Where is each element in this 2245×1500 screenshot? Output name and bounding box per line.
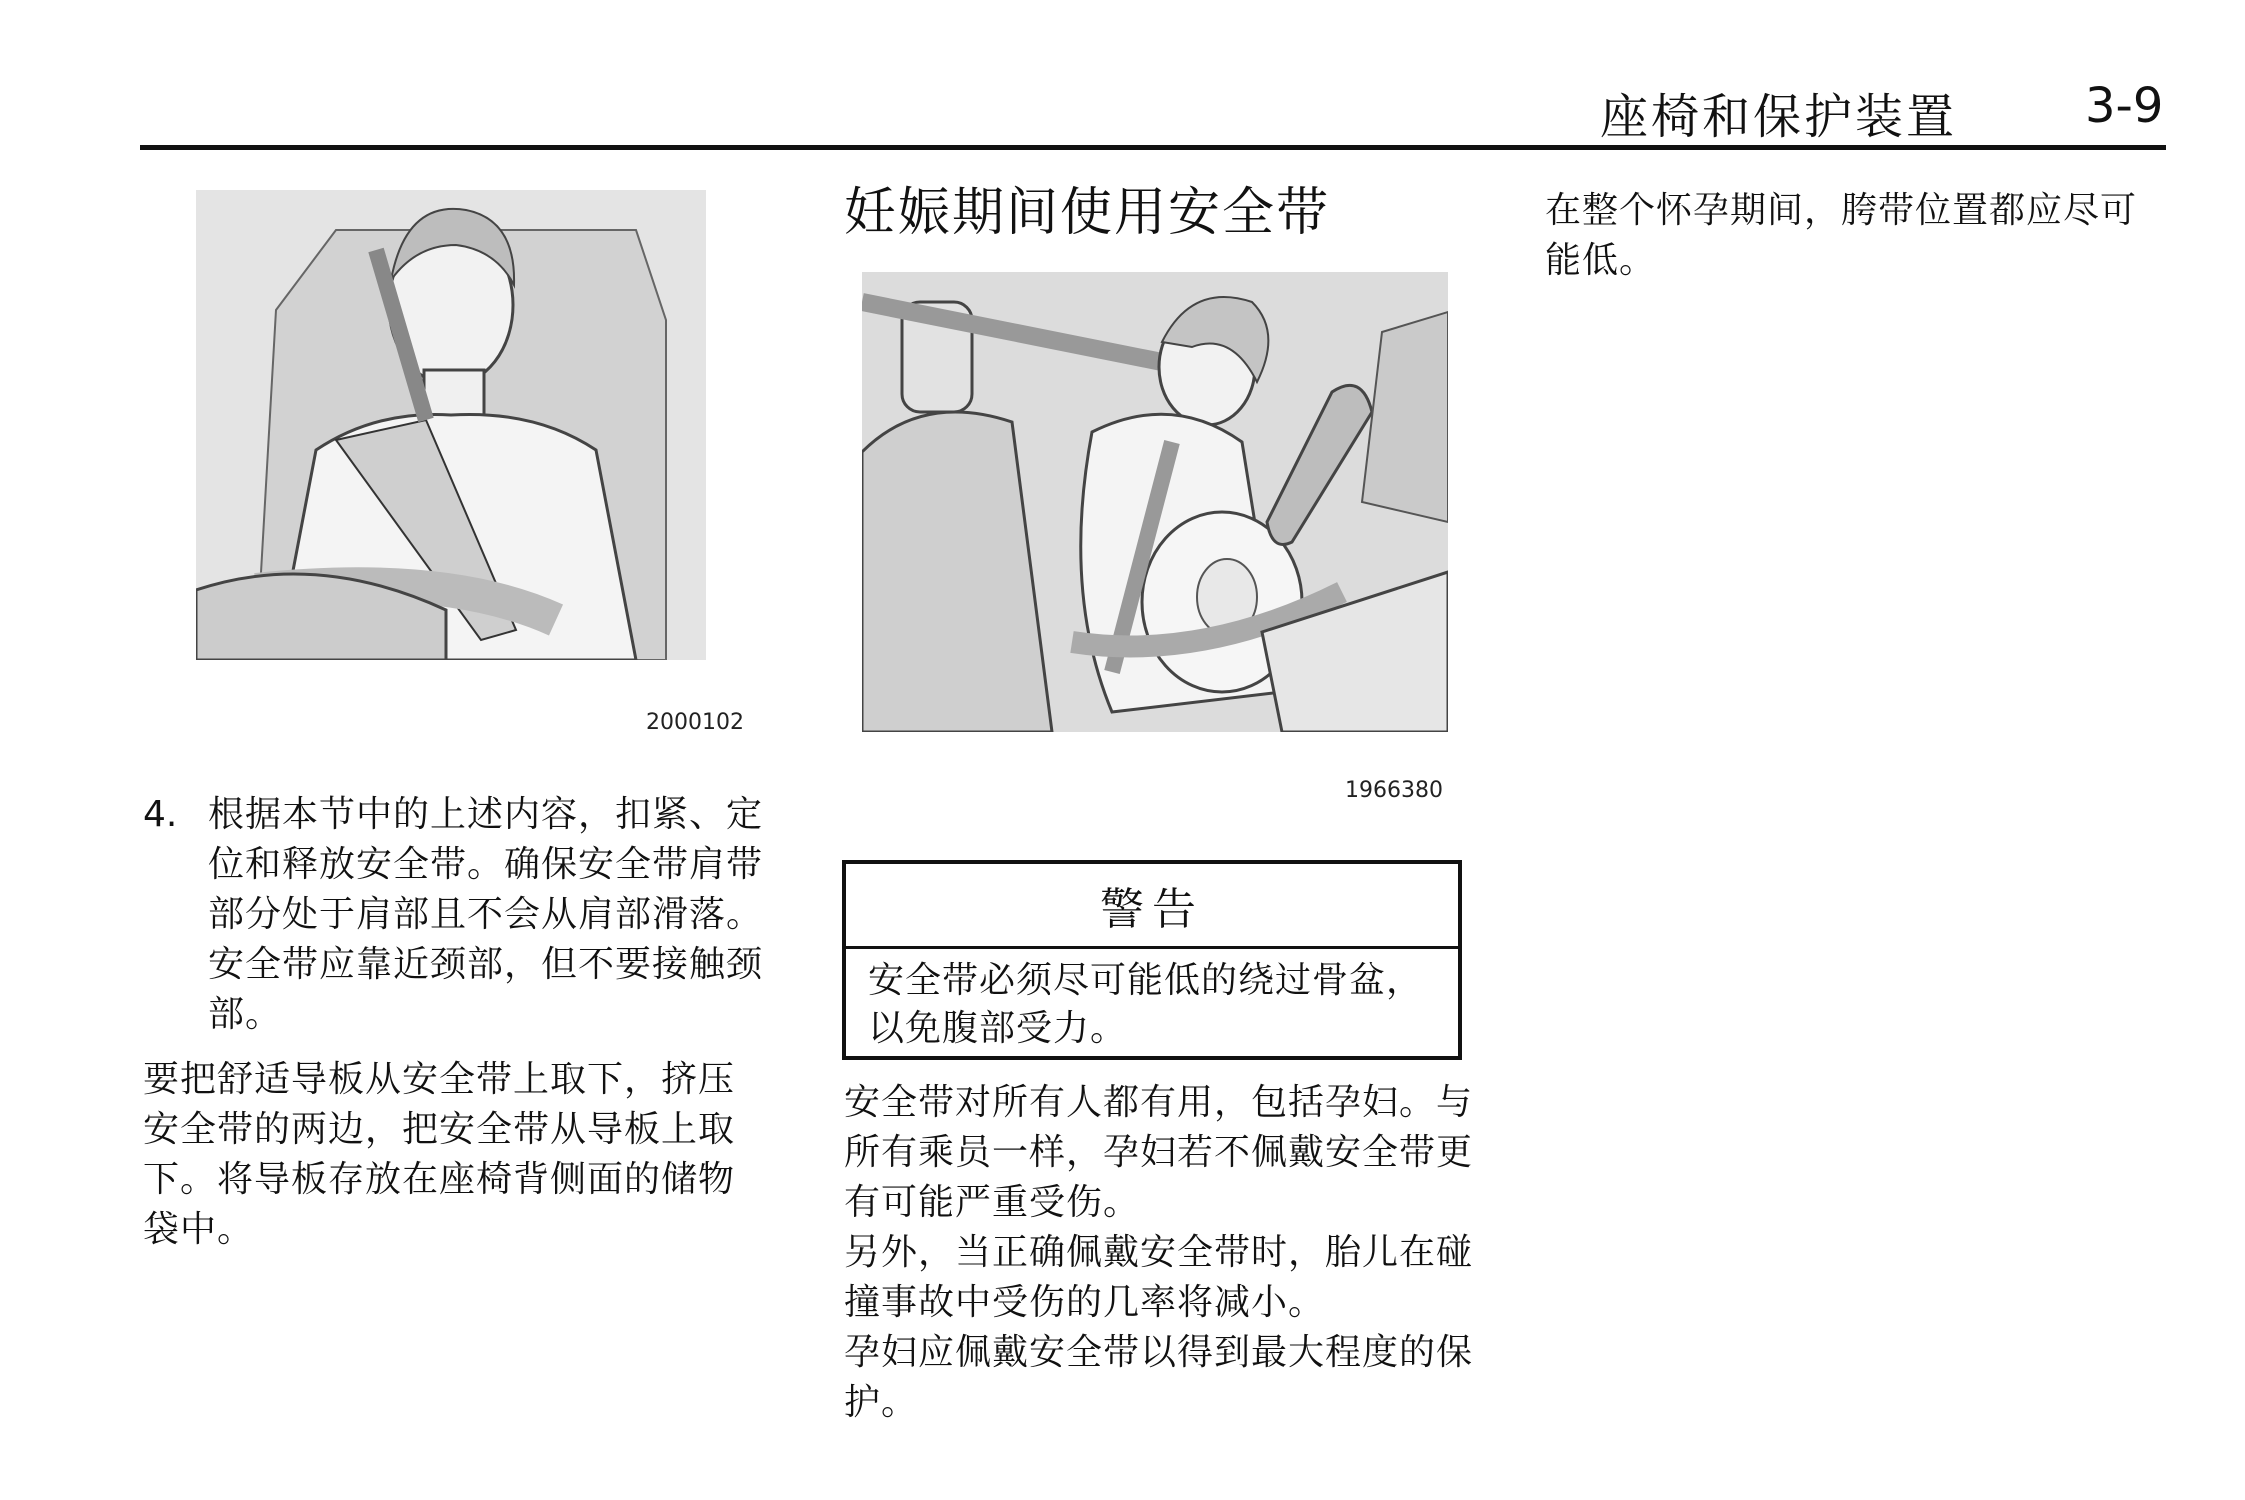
- warning-box: [842, 860, 1462, 1060]
- figure-caption: 1966380: [1345, 778, 1443, 803]
- warning-text: 安全带必须尽可能低的绕过骨盆，以免腹部受力。: [868, 960, 1424, 1049]
- header-rule: [140, 145, 2166, 150]
- pregnant-seatbelt-illustration: [862, 272, 1448, 732]
- middle-paragraph: 安全带对所有人都有用，包括孕妇。与所有乘员一样，孕妇若不佩戴安全带更有可能严重受伤。: [844, 1082, 1474, 1223]
- list-item-text: 根据本节中的上述内容，扣紧、定位和释放安全带。确保安全带肩带部分处于肩部且不会从肩部滑落。安全带应靠近颈部，但不要接触颈部。: [208, 794, 764, 1035]
- list-item-number: 4.: [143, 794, 178, 835]
- right-paragraph: 在整个怀孕期间，胯带位置都应尽可能低。: [1545, 190, 2138, 281]
- seatbelt-man-illustration: [196, 190, 706, 660]
- figure-seatbelt-man: [196, 190, 706, 660]
- section-title: 妊娠期间使用安全带: [844, 183, 1331, 243]
- figure-pregnant-seatbelt: [862, 272, 1448, 732]
- left-paragraph: 要把舒适导板从安全带上取下，挤压安全带的两边，把安全带从导板上取下。将导板存放在座椅背侧面的储物袋中。: [143, 1059, 736, 1250]
- middle-paragraph: 另外，当正确佩戴安全带时，胎儿在碰撞事故中受伤的几率将减小。: [844, 1232, 1474, 1323]
- middle-paragraphs: [844, 1078, 1474, 1428]
- figure-caption: 2000102: [646, 710, 744, 735]
- page-header-title: 座椅和保护装置: [1600, 89, 1958, 145]
- warning-title: 警告: [846, 864, 1458, 949]
- page-number: 3-9: [2085, 78, 2164, 134]
- middle-paragraph: 孕妇应佩戴安全带以得到最大程度的保护。: [844, 1332, 1474, 1423]
